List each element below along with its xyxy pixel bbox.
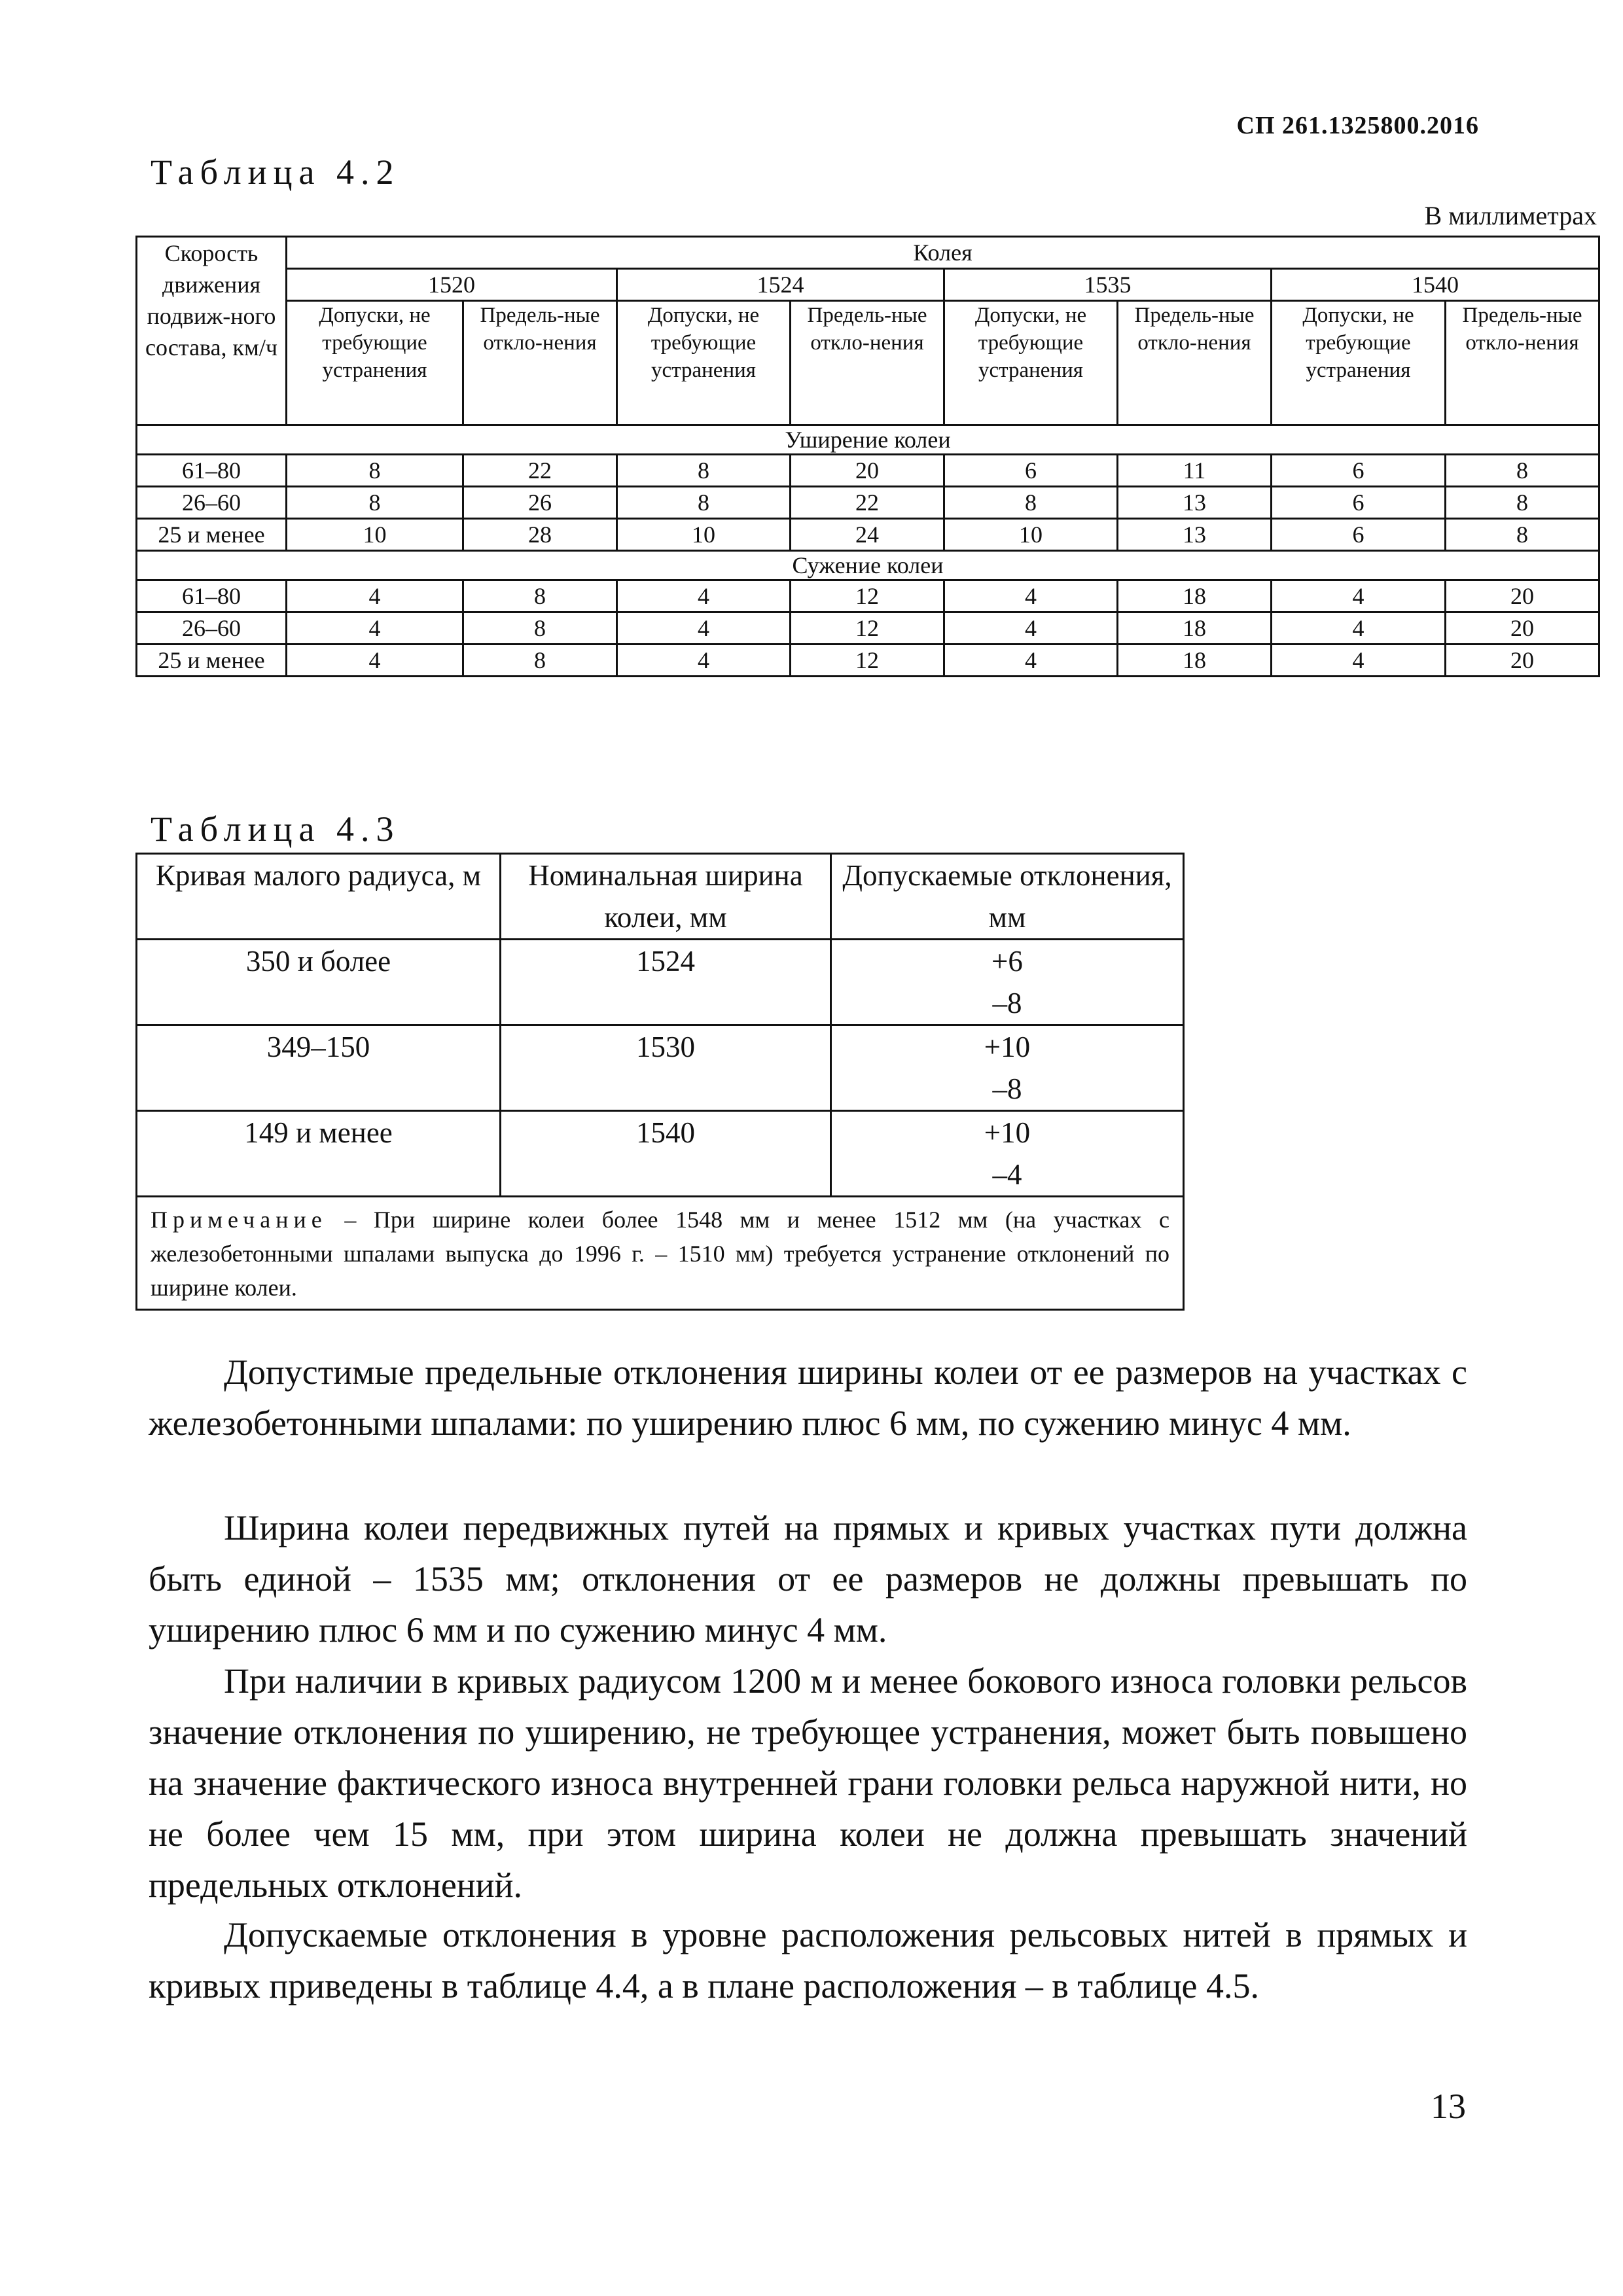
value-cell: 4 (1272, 580, 1446, 612)
value-cell: 4 (287, 580, 463, 612)
value-cell: 8 (1446, 487, 1599, 519)
col-limit-header: Предель-ные откло-нения (463, 301, 617, 425)
gauge-1540: 1540 (1272, 269, 1599, 301)
table-4-2-caption: Таблица 4.2 (151, 152, 401, 192)
value-cell: 12 (791, 645, 944, 677)
col-allow-header: Допуски, не требующие устранения (287, 301, 463, 425)
value-cell: 18 (1118, 612, 1272, 645)
value-cell: 8 (463, 580, 617, 612)
width-cell: 1524 (501, 940, 831, 1025)
value-cell: 8 (944, 487, 1118, 519)
paragraph (149, 1655, 1467, 1911)
deviation-minus: –8 (992, 987, 1022, 1019)
speed-cell: 61–80 (137, 455, 287, 487)
paragraph-text: Ширина колеи передвижных путей на прямых и кривых участках пути должна быть единой – 1535 мм; отклонения от ее размеров не должны превышать по уширению плюс 6 мм и по сужению минус 4 мм. (149, 1508, 1467, 1650)
value-cell: 22 (463, 455, 617, 487)
value-cell: 10 (944, 519, 1118, 551)
speed-cell: 26–60 (137, 487, 287, 519)
deviation-cell (831, 940, 1184, 1025)
value-cell: 20 (1446, 612, 1599, 645)
value-cell: 8 (617, 455, 791, 487)
value-cell: 10 (617, 519, 791, 551)
paragraph-text: Допускаемые отклонения в уровне расположения рельсовых нитей в прямых и кривых приведены в таблице 4.4, а в плане расположения – в таблице 4.5. (149, 1915, 1467, 2005)
value-cell: 4 (944, 645, 1118, 677)
value-cell: 8 (617, 487, 791, 519)
table-row (137, 455, 1599, 487)
col-allow-header: Допуски, не требующие устранения (617, 301, 791, 425)
tolerance-table-4-2 (135, 236, 1600, 677)
paragraph (149, 1502, 1467, 1655)
table-row (137, 1111, 1184, 1197)
radius-cell: 349–150 (137, 1025, 501, 1111)
nominal-width-header: Номинальная ширина колеи, мм (501, 854, 831, 940)
deviation-cell (831, 1111, 1184, 1197)
gauge-1535: 1535 (944, 269, 1272, 301)
value-cell: 12 (791, 612, 944, 645)
table-row (137, 645, 1599, 677)
deviation-plus: +6 (991, 945, 1023, 978)
deviation-plus: +10 (984, 1116, 1031, 1149)
table-row (137, 1025, 1184, 1111)
paragraph-text: Допустимые предельные отклонения ширины колеи от ее размеров на участках с железобетонными шпалами: по уширению плюс 6 мм, по сужению минус 4 мм. (149, 1352, 1467, 1443)
gauge-header: Колея (287, 237, 1599, 269)
value-cell: 8 (463, 645, 617, 677)
table-row (137, 519, 1599, 551)
gauge-1524: 1524 (617, 269, 944, 301)
value-cell: 6 (944, 455, 1118, 487)
table-row (137, 580, 1599, 612)
table-4-3-caption: Таблица 4.3 (151, 809, 401, 849)
value-cell: 8 (1446, 519, 1599, 551)
col-limit-header: Предель-ные откло-нения (1118, 301, 1272, 425)
value-cell: 8 (287, 487, 463, 519)
value-cell: 4 (617, 580, 791, 612)
value-cell: 4 (617, 612, 791, 645)
col-limit-header: Предель-ные откло-нения (791, 301, 944, 425)
section-narrowing: Сужение колеи (137, 551, 1599, 580)
value-cell: 26 (463, 487, 617, 519)
note-text: – При ширине колеи более 1548 мм и менее 1512 мм (на участках с железобетонными шпалами выпуска до 1996 г. – 1510 мм) требуется устранение отклонений по ширине колеи. (151, 1207, 1169, 1301)
page-number: 13 (1431, 2087, 1466, 2126)
speed-cell: 25 и менее (137, 519, 287, 551)
width-cell: 1530 (501, 1025, 831, 1111)
value-cell: 6 (1272, 455, 1446, 487)
gauge-1520: 1520 (287, 269, 617, 301)
radius-cell: 149 и менее (137, 1111, 501, 1197)
radius-cell: 350 и более (137, 940, 501, 1025)
value-cell: 11 (1118, 455, 1272, 487)
value-cell: 18 (1118, 580, 1272, 612)
width-cell: 1540 (501, 1111, 831, 1197)
value-cell: 4 (1272, 645, 1446, 677)
radius-header: Кривая малого радиуса, м (137, 854, 501, 940)
col-allow-header: Допуски, не требующие устранения (1272, 301, 1446, 425)
value-cell: 28 (463, 519, 617, 551)
table-row (137, 612, 1599, 645)
deviation-minus: –8 (992, 1072, 1022, 1105)
speed-cell: 61–80 (137, 580, 287, 612)
col-limit-header: Предель-ные откло-нения (1446, 301, 1599, 425)
value-cell: 18 (1118, 645, 1272, 677)
deviation-plus: +10 (984, 1031, 1031, 1063)
deviation-header: Допускаемые отклонения, мм (831, 854, 1184, 940)
speed-cell: 25 и менее (137, 645, 287, 677)
paragraph (149, 1347, 1467, 1449)
table-note (137, 1197, 1184, 1310)
value-cell: 4 (287, 645, 463, 677)
value-cell: 24 (791, 519, 944, 551)
curve-gauge-table-4-3 (135, 853, 1185, 1311)
section-widening: Уширение колеи (137, 425, 1599, 455)
table-row (137, 487, 1599, 519)
value-cell: 22 (791, 487, 944, 519)
speed-header: Скорость движения подвиж-ного состава, км/ч (137, 237, 287, 425)
value-cell: 13 (1118, 519, 1272, 551)
value-cell: 10 (287, 519, 463, 551)
note-label: Примечание (151, 1207, 327, 1233)
paragraph-text: При наличии в кривых радиусом 1200 м и менее бокового износа головки рельсов значение отклонения по уширению, не требующее устранения, может быть повышено на значение фактического износа внутренней грани головки рельса наружной нити, но не более чем 15 мм, при этом ширина колеи не должна превышать значений предельных отклонений. (149, 1661, 1467, 1905)
value-cell: 12 (791, 580, 944, 612)
value-cell: 8 (463, 612, 617, 645)
value-cell: 4 (287, 612, 463, 645)
value-cell: 20 (1446, 580, 1599, 612)
value-cell: 20 (791, 455, 944, 487)
value-cell: 6 (1272, 487, 1446, 519)
value-cell: 20 (1446, 645, 1599, 677)
paragraph (149, 1909, 1467, 2011)
value-cell: 4 (944, 580, 1118, 612)
value-cell: 8 (1446, 455, 1599, 487)
speed-cell: 26–60 (137, 612, 287, 645)
value-cell: 6 (1272, 519, 1446, 551)
value-cell: 4 (1272, 612, 1446, 645)
document-code: СП 261.1325800.2016 (1236, 112, 1479, 139)
value-cell: 8 (287, 455, 463, 487)
value-cell: 13 (1118, 487, 1272, 519)
value-cell: 4 (617, 645, 791, 677)
deviation-minus: –4 (992, 1158, 1022, 1191)
table-row (137, 940, 1184, 1025)
deviation-cell (831, 1025, 1184, 1111)
unit-note: В миллиметрах (1424, 201, 1597, 230)
value-cell: 4 (944, 612, 1118, 645)
col-allow-header: Допуски, не требующие устранения (944, 301, 1118, 425)
